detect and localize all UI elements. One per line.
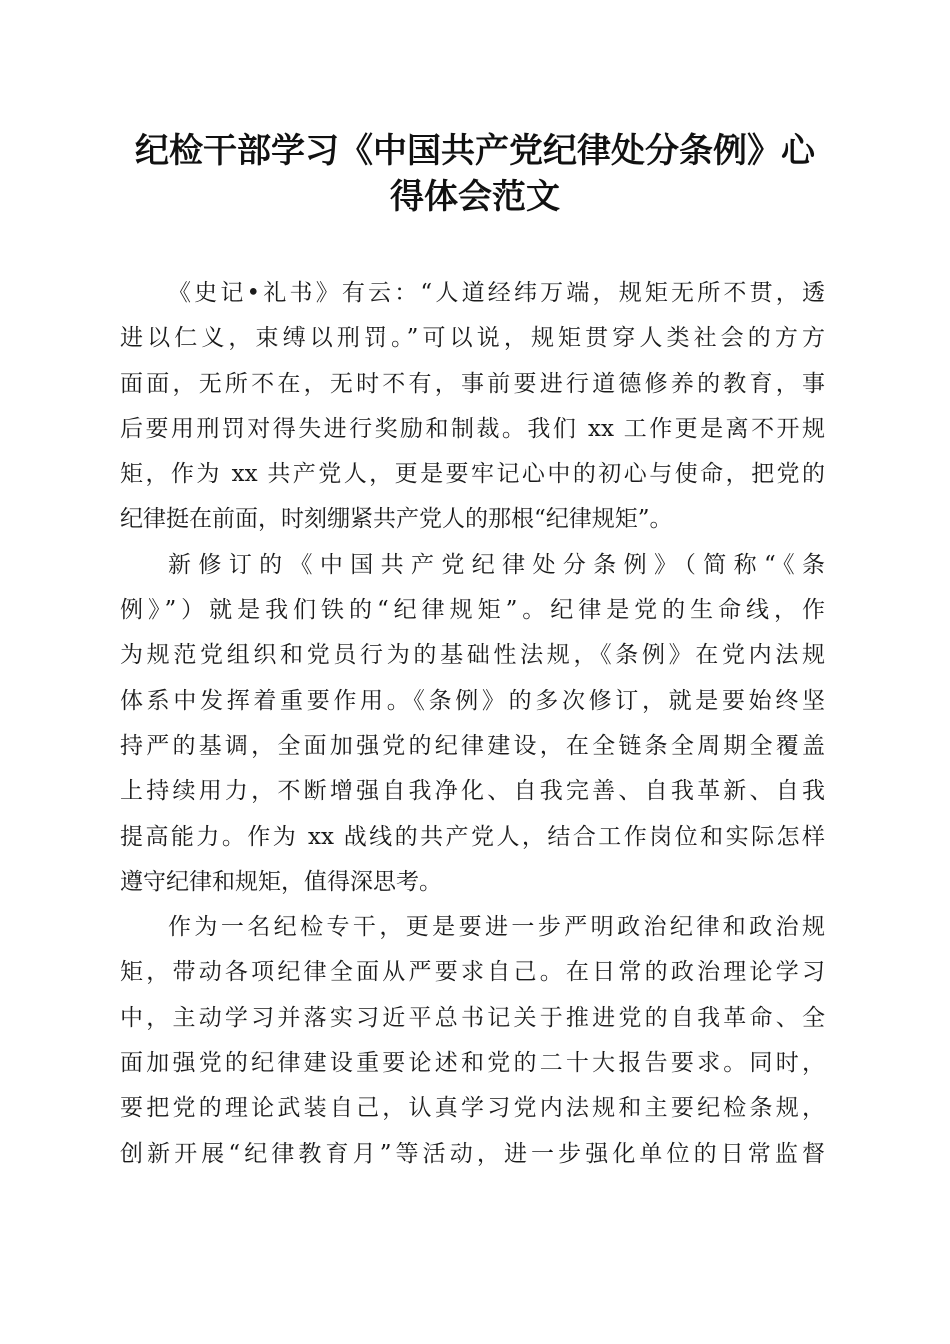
paragraph-line: 矩，带动各项纪律全面从严要求自己。在日常的政治理论学习: [120, 959, 825, 986]
document-body: [120, 271, 825, 1177]
paragraph-line: 要把党的理论武装自己，认真学习党内法规和主要纪检条规，: [120, 1095, 825, 1122]
paragraph-line: 持严的基调，全面加强党的纪律建设，在全链条全周期全覆盖: [120, 732, 825, 759]
paragraph-line: 矩，作为 xx 共产党人，更是要牢记心中的初心与使命，把党的: [120, 461, 825, 488]
paragraph-1: [120, 271, 825, 543]
paragraph-line: 进以仁义，束缚以刑罚。”可以说，规矩贯穿人类社会的方方: [120, 325, 825, 352]
paragraph-line: 上持续用力，不断增强自我净化、自我完善、自我革新、自我: [120, 778, 825, 805]
paragraph-line: 中，主动学习并落实习近平总书记关于推进党的自我革命、全: [120, 1004, 825, 1031]
paragraph-line: 创新开展“纪律教育月”等活动，进一步强化单位的日常监督: [120, 1140, 825, 1167]
paragraph-line: 新修订的《中国共产党纪律处分条例》（简称“《条: [168, 551, 825, 578]
paragraph-line: 作为一名纪检专干，更是要进一步严明政治纪律和政治规: [168, 914, 825, 941]
paragraph-line: 遵守纪律和规矩，值得深思考。: [120, 868, 442, 895]
paragraph-line: 体系中发挥着重要作用。《条例》的多次修订，就是要始终坚: [120, 687, 825, 714]
paragraph-line: 纪律挺在前面，时刻绷紧共产党人的那根“纪律规矩”。: [120, 506, 673, 533]
paragraph-3: [120, 905, 825, 1177]
title-line: 纪检干部学习《中国共产党纪律处分条例》心: [135, 131, 815, 171]
paragraph-line: 为规范党组织和党员行为的基础性法规，《条例》在党内法规: [120, 642, 825, 669]
paragraph-line: 《史记•礼书》有云：“人道经纬万端，规矩无所不贯，透: [168, 280, 825, 306]
paragraph-line: 面面，无所不在，无时不有，事前要进行道德修养的教育，事: [120, 370, 825, 397]
title-line: 得体会范文: [390, 177, 560, 217]
paragraph-line: 后要用刑罚对得失进行奖励和制裁。我们 xx 工作更是离不开规: [120, 415, 825, 442]
paragraph-2: [120, 543, 825, 905]
paragraph-line: 提高能力。作为 xx 战线的共产党人，结合工作岗位和实际怎样: [120, 823, 825, 850]
paragraph-line: 例》”）就是我们铁的“纪律规矩”。纪律是党的生命线，作: [120, 597, 825, 624]
paragraph-line: 面加强党的纪律建设重要论述和党的二十大报告要求。同时，: [120, 1050, 825, 1077]
document-title: [110, 128, 840, 220]
